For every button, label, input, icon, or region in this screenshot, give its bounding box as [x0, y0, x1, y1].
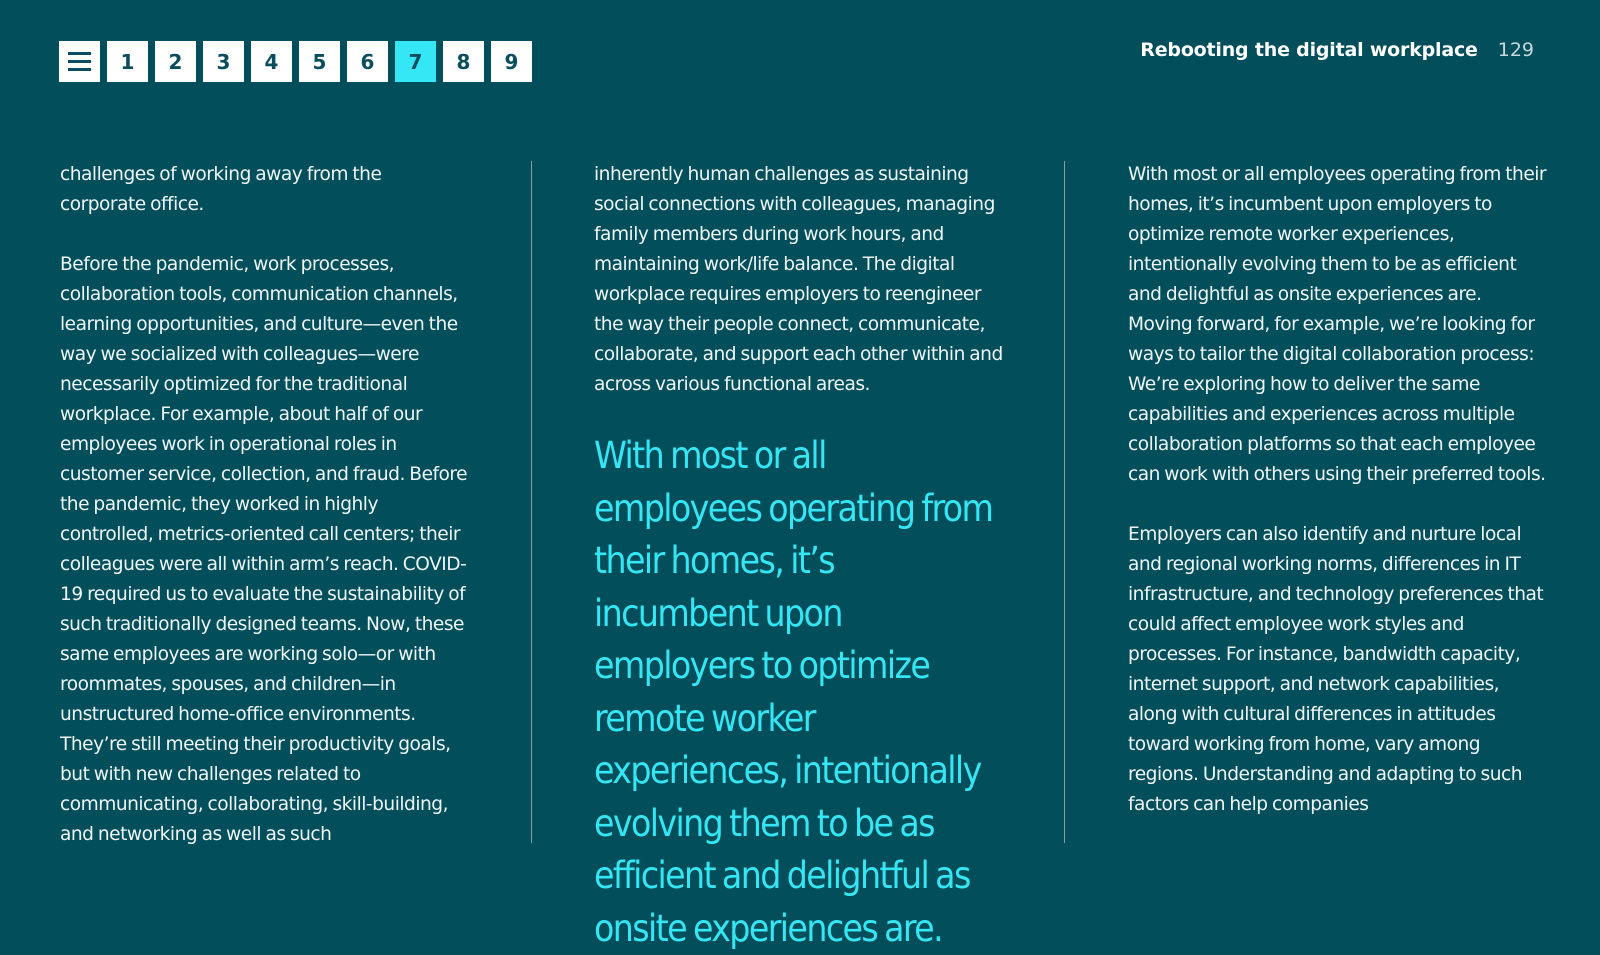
page-button-8[interactable]: 8: [443, 41, 484, 82]
page-button-2[interactable]: 2: [155, 41, 196, 82]
page-header: [1140, 39, 1534, 61]
text-column-3: [1128, 160, 1548, 850]
pull-quote: With most or all employees operating from their homes, it’s incumbent upon employers to optimize remote worker experiences, intentionally evolving them to be as efficient and delightful as onsite experiences are.: [594, 434, 993, 950]
text-column-1: [60, 160, 470, 880]
paragraph: With most or all employees operating from their homes, it’s incumbent upon employers to optimize remote worker experiences, intentionally evolving them to be as efficient and delightful as onsite experiences are. Moving forward, for example, we’re looking for ways to tailor the digital collaboration process: We’re exploring how to deliver the same capabilities and experiences across multiple collaboration platforms so that each employee can work with others using their preferred tools.: [1128, 164, 1547, 485]
hamburger-menu-icon: [68, 52, 91, 71]
page-navigation: [59, 41, 532, 82]
document-title: Rebooting the digital workplace: [1140, 39, 1478, 61]
paragraph: Before the pandemic, work processes, collaboration tools, communication channels, learning opportunities, and culture—even the way we socialized with colleagues—were necessarily optimized for the traditional workplace. For example, about half of our employees work in operational roles in customer service, collection, and fraud. Before the pandemic, they worked in highly controlled, metrics-oriented call centers; their colleagues were all within arm’s reach. COVID-19 required us to evaluate the sustainability of such traditionally designed teams. Now, these same employees are working solo—or with roommates, spouses, and children—in unstructured home-office environments. They’re still meeting their productivity goals, but with new challenges related to communicating, collaborating, skill-building, and networking as well as such: [60, 254, 468, 845]
menu-button[interactable]: [59, 41, 100, 82]
page-button-5[interactable]: 5: [299, 41, 340, 82]
paragraph: inherently human challenges as sustaining social connections with colleagues, managing family members during work hours, and maintaining work/life balance. The digital workplace requires employers to reengineer the way their people connect, communicate, collaborate, and support each other within and across various functional areas.: [594, 164, 1003, 395]
page-button-7-active[interactable]: 7: [395, 41, 436, 82]
page-button-6[interactable]: 6: [347, 41, 388, 82]
column-divider: [531, 161, 532, 843]
page-button-4[interactable]: 4: [251, 41, 292, 82]
page-button-1[interactable]: 1: [107, 41, 148, 82]
page-button-9[interactable]: 9: [491, 41, 532, 82]
paragraph: Employers can also identify and nurture local and regional working norms, differences in IT infrastructure, and technology preferences that could affect employee work styles and processes. For instance, bandwidth capacity, internet support, and network capabilities, along with cultural differences in attitudes toward working from home, vary among regions. Understanding and adapting to such factors can help companies: [1128, 524, 1544, 815]
paragraph: challenges of working away from the corporate office.: [60, 164, 382, 215]
text-column-2: [594, 160, 1004, 955]
page-number: 129: [1497, 39, 1534, 61]
column-divider: [1064, 161, 1065, 843]
page-button-3[interactable]: 3: [203, 41, 244, 82]
